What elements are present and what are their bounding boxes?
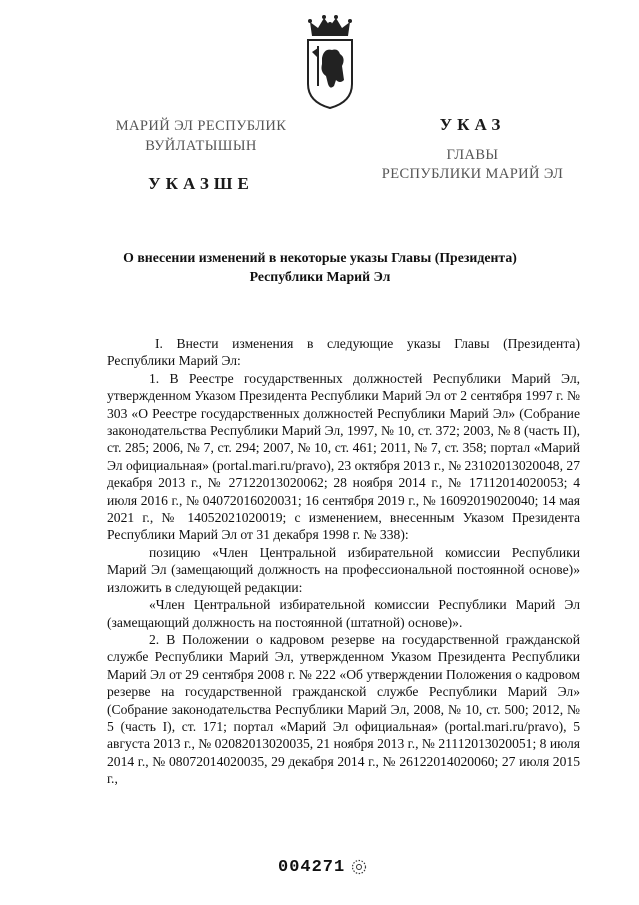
header-left-line1: МАРИЙ ЭЛ РЕСПУБЛИК [115, 118, 287, 134]
header-right-line2: РЕСПУБЛИКИ МАРИЙ ЭЛ [381, 166, 564, 182]
stamp-icon [350, 858, 368, 876]
document-title [120, 248, 520, 286]
header-left [96, 116, 306, 194]
paragraph: 1. В Реестре государственных должностей Республики Марий Эл, утвержденном Указом Президента Республики Марий Эл от 2 сентября 1997 г. № 303 «О Реестре государственных должностей Республики Марий Эл» (Собрание законодательства Республики Марий Эл, 1997, № 10, ст. 372; 2003, № 8 (часть II), ст. 285; 2006, № 7, ст. 294; 2007, № 10, ст. 461; 2011, № 7, ст. 358; портал «Марий Эл официальная» (portal.mari.ru/pravo), 23 октября 2013 г., № 23102013020048, 27 декабря 2013 г., № 27122013020062; 28 ноября 2014 г., № 17112014020053; 4 июля 2016 г., № 04072016020031; 16 сентября 2019 г., № 16092019020040; 14 мая 2021 г., № 14052021020019; с изменением, внесенным Указом Президента Республики Марий Эл от 31 декабря 1998 г. № 338): [107, 370, 580, 543]
coat-of-arms-icon [302, 14, 358, 110]
document-body [107, 335, 580, 788]
document-title-line2: Республики Марий Эл [249, 269, 391, 284]
paragraph: позицию «Член Центральной избирательной комиссии Республики Марий Эл (замещающий должность на профессиональной постоянной основе)» изложить в следующей редакции: [107, 544, 580, 595]
serial-number: 004271 [278, 858, 346, 877]
header-right-doc-type: УКАЗ [439, 115, 506, 134]
header-left-doc-type: УКАЗШЕ [148, 174, 254, 193]
paragraph: 2. В Положении о кадровом резерве на государственной гражданской службе Республики Марий Эл, утвержденном Указом Президента Республики Марий Эл от 29 сентября 2008 г. № 222 «Об утверждении Положения о кадровом резерве на государственной гражданской службе Республики Марий Эл» (Собрание законодательства Республики Марий Эл, 2008, № 10, ст. 500; 2012, № 5 (часть I), ст. 171; портал «Марий Эл официальная» (portal.mari.ru/pravo), 5 августа 2013 г., № 02082013020035, 21 ноября 2013 г., № 21112013020051; 8 июля 2014 г., № 08072014020035, 29 декабря 2014 г., № 26122014020060; 27 июля 2015 г., [107, 631, 580, 787]
paragraph: «Член Центральной избирательной комиссии Республики Марий Эл (замещающий должность на постоянной (штатной) основе)». [107, 597, 580, 630]
header-right [360, 114, 585, 184]
document-title-line1: О внесении изменений в некоторые указы Главы (Президента) [123, 250, 517, 265]
paragraph: I. Внести изменения в следующие указы Главы (Президента) Республики Марий Эл: [107, 336, 580, 369]
header-right-line1: ГЛАВЫ [446, 147, 499, 163]
header-left-line2: ВУЙЛАТЫШЫН [145, 138, 257, 154]
